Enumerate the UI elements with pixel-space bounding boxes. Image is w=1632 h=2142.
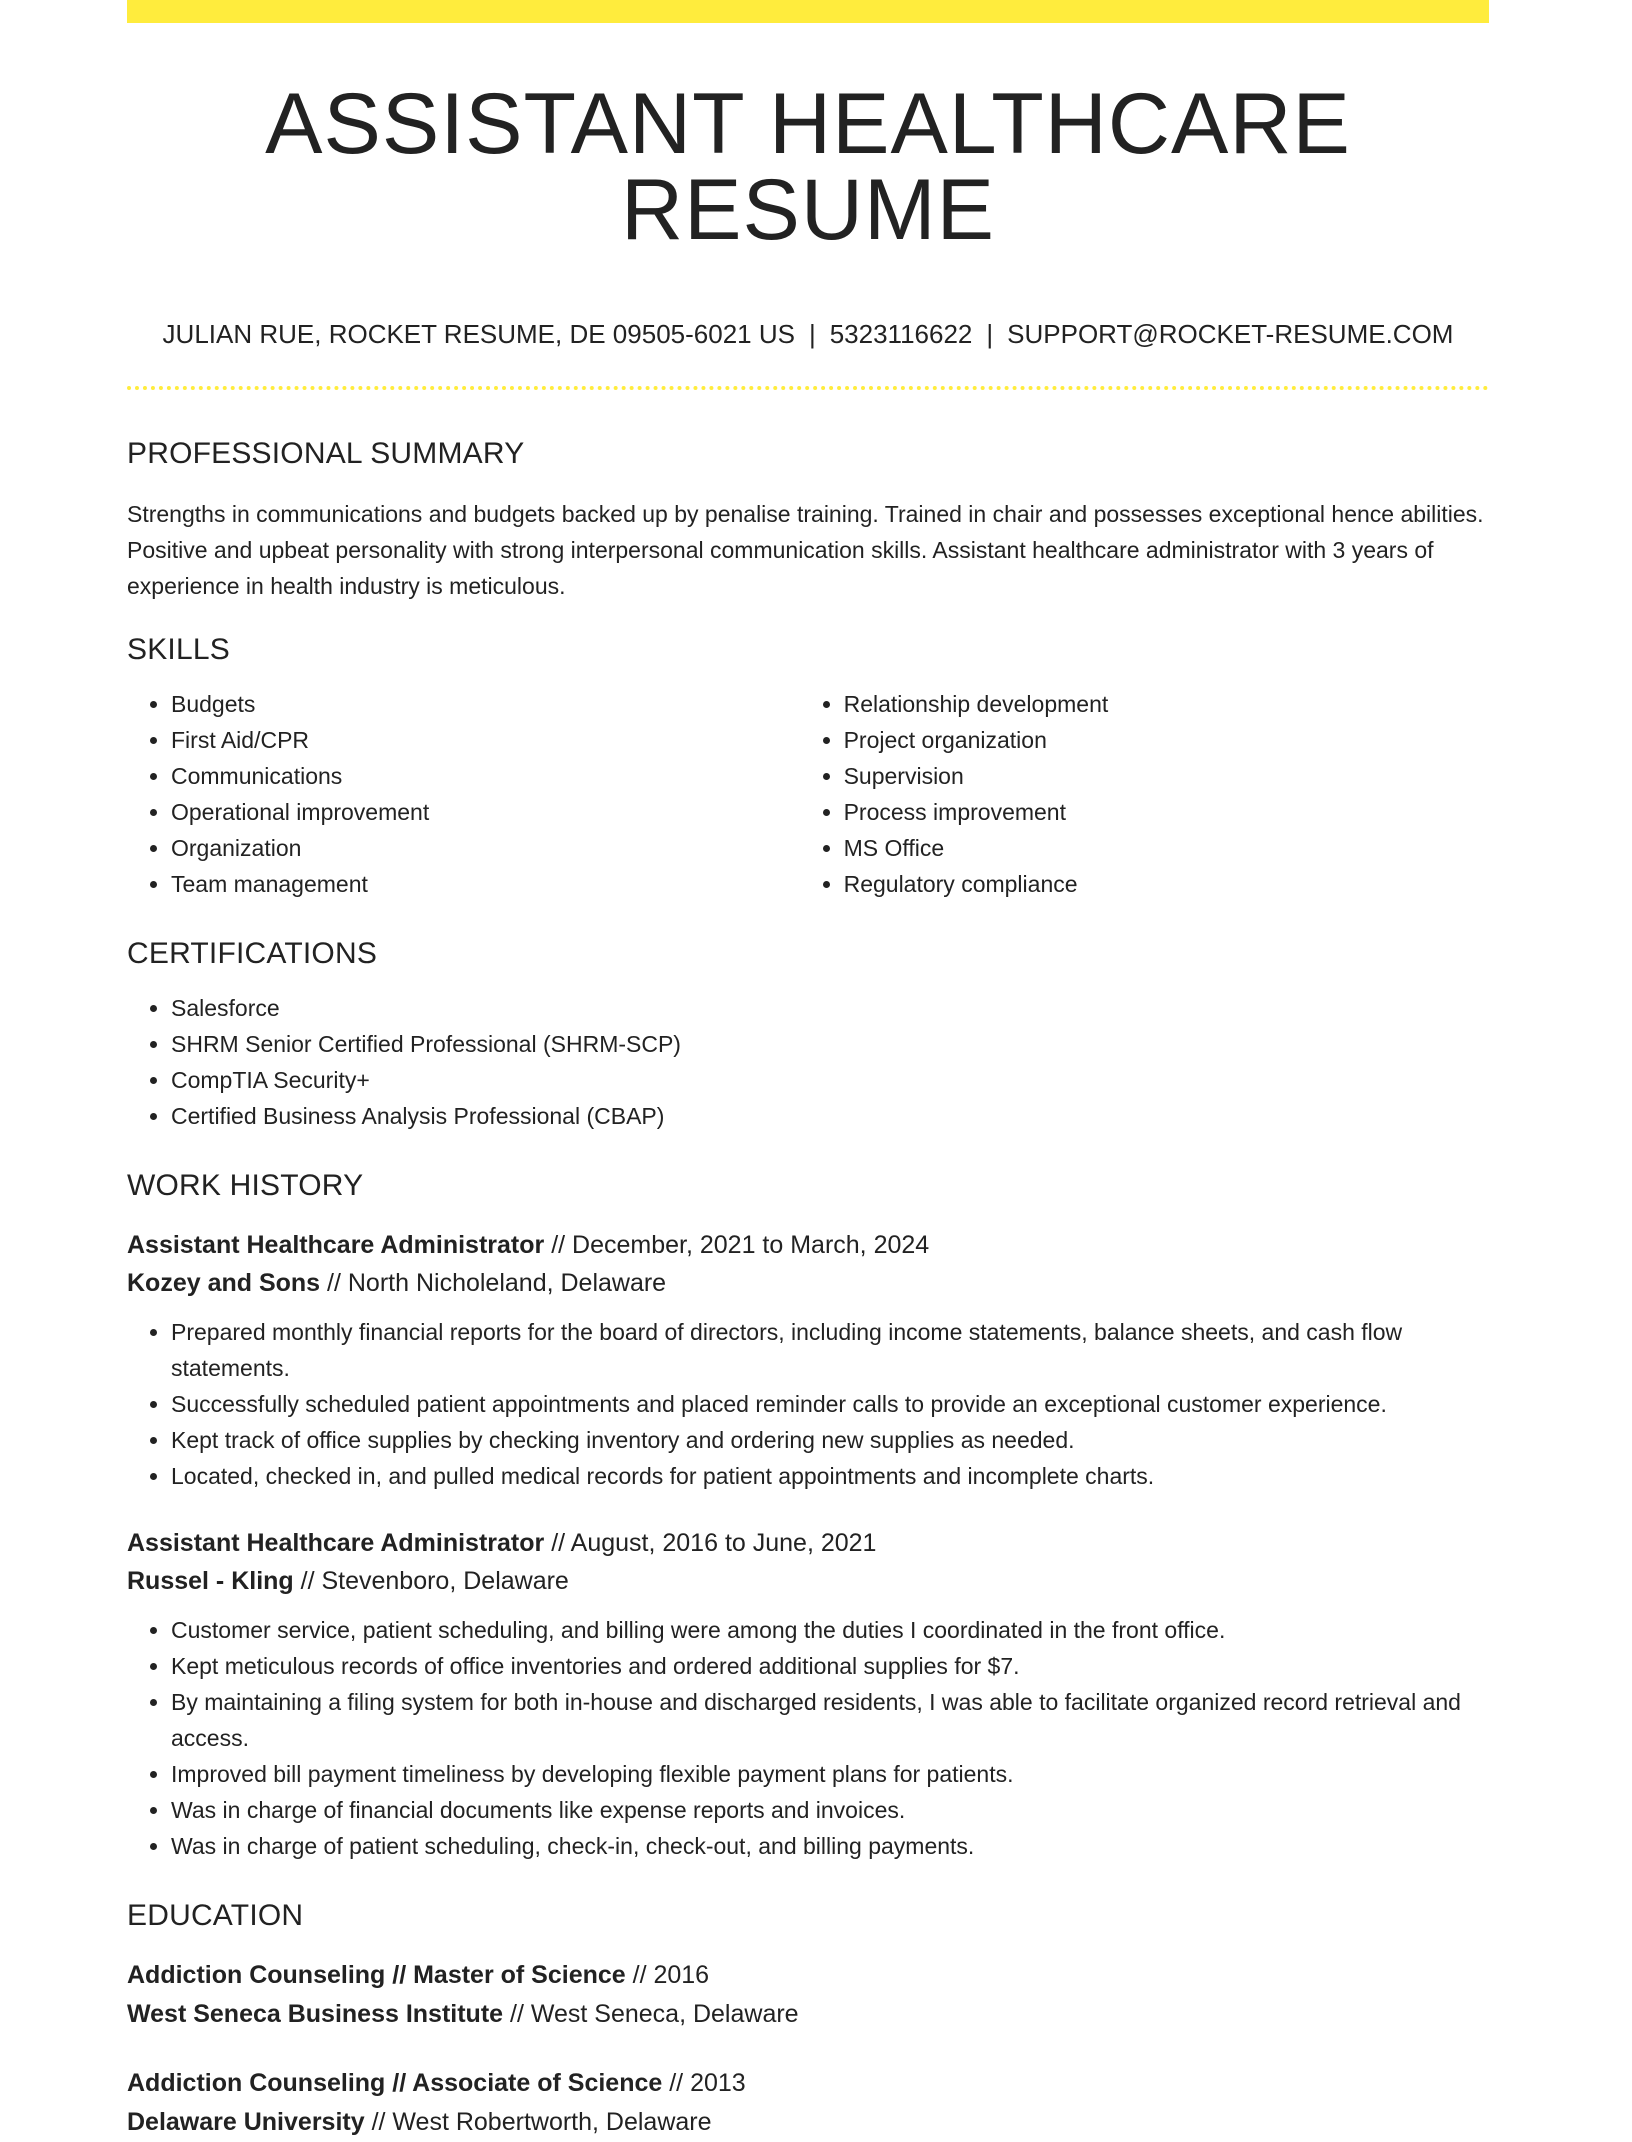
skill-item: • Supervision [844,758,1489,794]
contact-separator: | [986,319,994,349]
job-bullets [127,1314,1489,1494]
job-bullet: • Kept meticulous records of office inventories and ordered additional supplies for $7. [171,1648,1489,1684]
accent-top-bar [127,0,1489,23]
skill-item: • Communications [171,758,800,794]
dotted-divider [127,386,1489,390]
contact-phone: 5323116622 [829,319,973,349]
job-dates: // December, 2021 to March, 2024 [544,1231,930,1260]
job-location: // North Nicholeland, Delaware [320,1269,667,1298]
job-bullet: • Was in charge of patient scheduling, check-in, check-out, and billing payments. [171,1828,1489,1864]
job-title: Assistant Healthcare Administrator [127,1231,545,1260]
skill-item: • MS Office [844,830,1489,866]
education-school: West Seneca Business Institute [127,2000,504,2029]
skills-list-right [800,686,1489,902]
education-degree: Addiction Counseling // Associate of Science [127,2069,663,2098]
education-degree: Addiction Counseling // Master of Science [127,1961,626,1990]
job-bullet: • By maintaining a filing system for both in-house and discharged residents, I was able to facilitate organized record retrieval and access. [171,1684,1489,1756]
job-bullet: • Located, checked in, and pulled medical records for patient appointments and incomplete charts. [171,1458,1489,1494]
job-title-line [127,1524,1489,1562]
education-degree-line [127,1956,1489,1995]
education-degree-line [127,2064,1489,2103]
job-entry [127,1226,1489,1494]
skill-item: • Process improvement [844,794,1489,830]
contact-separator: | [808,319,816,349]
job-location: // Stevenboro, Delaware [293,1567,569,1596]
job-company: Russel - Kling [127,1567,294,1596]
skill-item: • Budgets [171,686,800,722]
education-school-line [127,2103,1489,2142]
job-bullets [127,1612,1489,1864]
skill-item: • Project organization [844,722,1489,758]
summary-heading: PROFESSIONAL SUMMARY [127,437,525,471]
job-dates: // August, 2016 to June, 2021 [544,1529,877,1558]
job-company-line [127,1562,1489,1600]
education-school: Delaware University [127,2108,365,2137]
skill-item: • Organization [171,830,800,866]
job-entry [127,1524,1489,1864]
skill-item: • Team management [171,866,800,902]
skill-item: • Relationship development [844,686,1489,722]
summary-text: Strengths in communications and budgets backed up by penalise training. Trained in chair and possesses exceptional hence abilities. Positive and upbeat personality with strong interpersonal communication skills. Assistant healthcare administrator with 3 years of experience in health industry is meticulous. [127,501,1484,600]
work-history-heading: WORK HISTORY [127,1169,364,1203]
certification-item: • SHRM Senior Certified Professional (SHRM-SCP) [171,1026,1489,1062]
resume-title: ASSISTANT HEALTHCARE RESUME [265,76,1351,258]
contact-address: JULIAN RUE, ROCKET RESUME, DE 09505-6021 US [162,319,795,349]
certification-item: • Salesforce [171,990,1489,1026]
job-bullet: • Was in charge of financial documents like expense reports and invoices. [171,1792,1489,1828]
job-bullet: • Successfully scheduled patient appointments and placed reminder calls to provide an exceptional customer experience. [171,1386,1489,1422]
job-title: Assistant Healthcare Administrator [127,1529,545,1558]
job-company: Kozey and Sons [127,1269,321,1298]
resume-page [127,0,1489,2142]
skills-columns [127,668,1489,902]
job-bullet: • Improved bill payment timeliness by developing flexible payment plans for patients. [171,1756,1489,1792]
education-heading: EDUCATION [127,1899,304,1933]
contact-email: SUPPORT@ROCKET-RESUME.COM [1007,319,1454,349]
certifications-list [127,990,1489,1134]
job-bullet: • Prepared monthly financial reports for the board of directors, including income statements, balance sheets, and cash flow statements. [171,1314,1489,1386]
skill-item: • Regulatory compliance [844,866,1489,902]
skills-list-left [127,686,800,902]
skills-heading: SKILLS [127,633,230,667]
education-entry [127,2064,1489,2142]
education-location: // West Seneca, Delaware [503,2000,799,2029]
certification-item: • Certified Business Analysis Professional (CBAP) [171,1098,1489,1134]
certifications-heading: CERTIFICATIONS [127,937,378,971]
job-company-line [127,1264,1489,1302]
certification-item: • CompTIA Security+ [171,1062,1489,1098]
education-school-line [127,1995,1489,2034]
job-bullet: • Kept track of office supplies by checking inventory and ordering new supplies as needed. [171,1422,1489,1458]
skill-item: • Operational improvement [171,794,800,830]
skill-item: • First Aid/CPR [171,722,800,758]
job-bullet: • Customer service, patient scheduling, and billing were among the duties I coordinated in the front office. [171,1612,1489,1648]
contact-line [127,319,1489,350]
education-location: // West Robertworth, Delaware [364,2108,712,2137]
education-entry [127,1956,1489,2034]
education-year: // 2013 [662,2069,746,2098]
job-title-line [127,1226,1489,1264]
education-year: // 2016 [625,1961,710,1990]
